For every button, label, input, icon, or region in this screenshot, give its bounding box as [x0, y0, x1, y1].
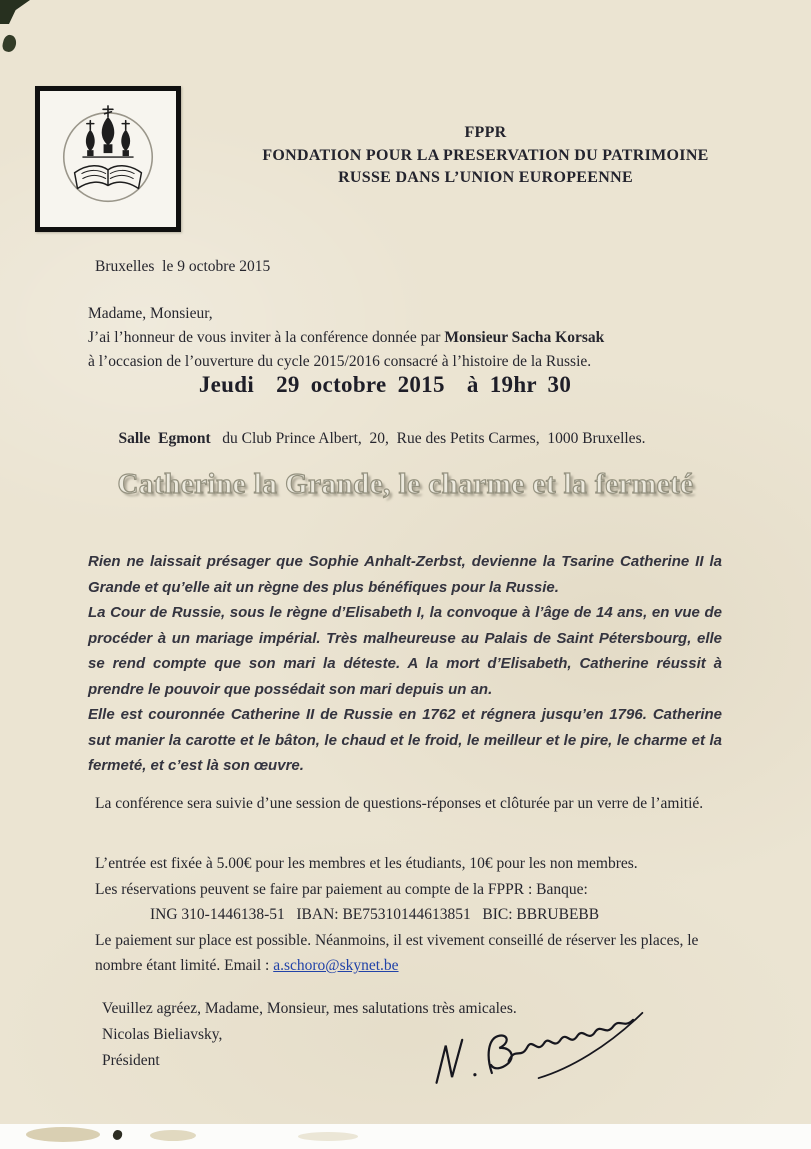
- venue-line: [103, 412, 645, 466]
- intro-block: [88, 302, 738, 374]
- scan-edge-blob: [150, 1130, 196, 1141]
- letterhead: [185, 122, 786, 190]
- bank-details: ING 310-1446138-51 IBAN: BE75310144613851 BIC: BBRUBEBB: [150, 906, 600, 923]
- invitation-line: [88, 326, 738, 350]
- biography-block: [88, 549, 722, 779]
- onsite-payment-line: [95, 928, 743, 979]
- scan-edge-strip: [0, 1124, 811, 1149]
- scan-edge-blob: [26, 1127, 100, 1142]
- event-datetime: Jeudi 29 octobre 2015 à 19hr 30: [198, 372, 572, 397]
- org-name-line1: FONDATION POUR LA PRESERVATION DU PATRIMOINE: [262, 146, 709, 164]
- org-abbr: FPPR: [464, 124, 507, 141]
- reservation-line: Les réservations peuvent se faire par paiement au compte de la FPPR : Banque:: [95, 880, 588, 898]
- closing-salutation: Veuillez agréez, Madame, Monsieur, mes salutations très amicales.: [102, 1000, 517, 1017]
- bio-paragraph: Elle est couronnée Catherine II de Russie en 1762 et régnera jusqu’en 1796. Catherine sut manier la carotte et le bâton, le chaud et le froid, le meilleur et le pire, le charme et la fermeté, et c’est là son œuvre.: [88, 706, 722, 774]
- cycle-line: à l’occasion de l’ouverture du cycle 2015/2016 consacré à l’histoire de la Russie.: [88, 353, 592, 370]
- onsite-payment-text: Le paiement sur place est possible. Néanmoins, il est vivement conseillé de réserver les places, le nombre étant limité. Email :: [95, 931, 699, 974]
- bio-paragraph: La Cour de Russie, sous le règne d’Elisabeth I, la convoque à l’âge de 14 ans, en vue de procéder à un mariage impérial. Très malheureuse au Palais de Saint Pétersbourg, elle se rend compte que son mari la déteste. A la mort d’Elisabeth, Catherine réussit à prendre le pouvoir que possédait son mari depuis un an.: [88, 604, 722, 698]
- church-domes-book-icon: [49, 100, 167, 218]
- bio-paragraph: Rien ne laissait présager que Sophie Anhalt-Zerbst, devienne la Tsarine Catherine II la Grande et qu’elle ait un règne des plus bénéfiques pour la Russie.: [88, 553, 722, 596]
- dateline: Bruxelles le 9 octobre 2015: [95, 258, 271, 275]
- payment-block: [95, 851, 743, 979]
- speaker-name: Monsieur Sacha Korsak: [444, 329, 605, 346]
- price-line: L’entrée est fixée à 5.00€ pour les membres et les étudiants, 10€ pour les non membres.: [95, 855, 638, 872]
- venue-address: du Club Prince Albert, 20, Rue des Petits Carmes, 1000 Bruxelles.: [210, 430, 646, 447]
- signer-name: Nicolas Bieliavsky,: [102, 1026, 223, 1043]
- lecture-title: Catherine la Grande, le charme et la fermeté: [117, 468, 694, 500]
- scan-edge-blob: [298, 1132, 358, 1141]
- scan-artifact-spot: [1, 34, 18, 54]
- venue-room: Salle Egmont: [118, 430, 211, 447]
- salutation: Madame, Monsieur,: [88, 305, 213, 322]
- email-link[interactable]: a.schoro@skynet.be: [273, 957, 399, 974]
- fppr-logo: [35, 86, 181, 232]
- signer-title: Président: [102, 1052, 160, 1069]
- scan-artifact-top-left: [0, 0, 30, 24]
- org-name-line2: RUSSE DANS L’UNION EUROPEENNE: [338, 169, 633, 186]
- conference-note: La conférence sera suivie d’une session de questions-réponses et clôturée par un verre de l’amitié.: [95, 795, 704, 812]
- scan-edge-spot: [112, 1129, 124, 1141]
- invitation-text: J’ai l’honneur de vous inviter à la conférence donnée par: [88, 329, 445, 346]
